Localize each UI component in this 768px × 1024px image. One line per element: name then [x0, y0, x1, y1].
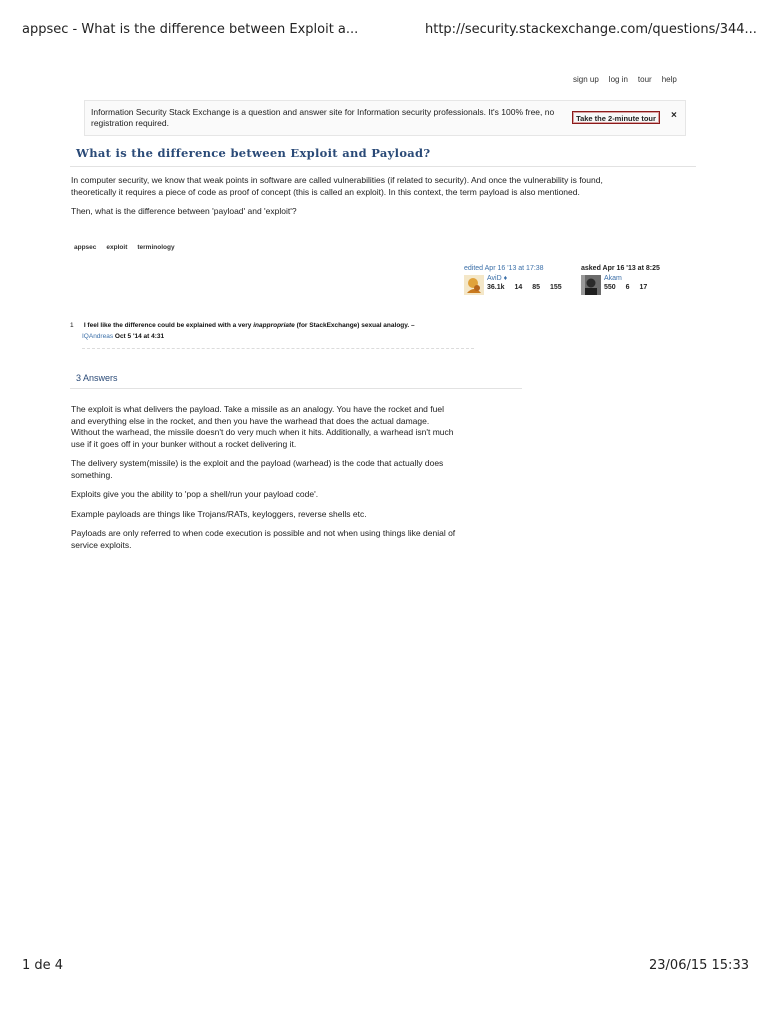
comment-score: 1	[70, 322, 74, 329]
banner-text: Information Security Stack Exchange is a question and answer site for Information security professionals. It's 100% free, no registration required.	[91, 107, 555, 128]
owner-signature	[581, 265, 681, 295]
editor-signature	[464, 265, 574, 295]
print-page-url: http://security.stackexchange.com/questions/344...	[425, 22, 757, 37]
answer-paragraph: The exploit is what delivers the payload. Take a missile as an analogy. You have the rocket and fuel and everything else in the rocket, and then you have the warhead that does the actual damage. Without the warhead, the missile doesn't do very much when it hits. Additionally, a warhead isn't much use if it goes off in your bunker without a rocket delivering it.	[71, 404, 454, 449]
welcome-banner	[84, 100, 686, 136]
print-datetime: 23/06/15 15:33	[649, 958, 749, 973]
tag-appsec[interactable]: appsec	[74, 244, 97, 251]
gold-badge-count: 14	[514, 284, 523, 291]
question-paragraph: Then, what is the difference between 'payload' and 'exploit'?	[71, 206, 297, 216]
avatar[interactable]	[581, 275, 601, 295]
tag-list	[72, 243, 177, 252]
edited-time[interactable]: Apr 16 '13 at 17:38	[484, 265, 544, 272]
title-divider	[70, 166, 696, 167]
top-nav	[573, 75, 677, 84]
answer-paragraph: Example payloads are things like Trojans/RATs, keyloggers, reverse shells etc.	[71, 508, 367, 519]
tag-exploit[interactable]: exploit	[106, 244, 128, 251]
comment-divider	[82, 348, 474, 349]
silver-badge-count: 6	[625, 284, 630, 291]
edited-label[interactable]: edited	[464, 265, 484, 272]
avatar[interactable]	[464, 275, 484, 295]
asked-time[interactable]: Apr 16 '13 at 8:25	[602, 265, 660, 272]
print-page-number: 1 de 4	[22, 958, 64, 973]
answers-divider	[70, 388, 522, 389]
bronze-badge-count: 155	[549, 284, 562, 291]
sign-up-link[interactable]: sign up	[573, 75, 599, 84]
reputation-score: 550	[604, 284, 616, 291]
answers-heading: 3 Answers	[76, 373, 118, 383]
print-page-title: appsec - What is the difference between Exploit a...	[22, 22, 359, 37]
silver-badge-count: 85	[532, 284, 541, 291]
close-icon[interactable]: ×	[671, 110, 677, 121]
comment-user-link[interactable]: IQAndreas	[82, 333, 114, 340]
comment-text-after: (for StackExchange) sexual analogy. –	[296, 322, 415, 329]
answer-body	[71, 404, 457, 559]
answer-paragraph: Payloads are only referred to when code execution is possible and not when using things like denial of service exploits.	[71, 528, 456, 550]
log-in-link[interactable]: log in	[608, 75, 628, 84]
answer-paragraph: The delivery system(missile) is the exploit and the payload (warhead) is the code that actually does something.	[71, 458, 444, 480]
question-body	[71, 175, 627, 226]
take-tour-button[interactable]: Take the 2-minute tour	[572, 111, 660, 124]
comment-emphasis: inappropriate	[253, 322, 295, 329]
answer-paragraph: Exploits give you the ability to 'pop a shell/run your payload code'.	[71, 489, 319, 499]
comment-date[interactable]: Oct 5 '14 at 4:31	[114, 333, 165, 340]
question-title[interactable]: What is the difference between Exploit and Payload?	[76, 146, 431, 160]
asked-label: asked	[581, 265, 601, 272]
tour-link[interactable]: tour	[637, 75, 652, 84]
tag-terminology[interactable]: terminology	[137, 244, 175, 251]
comment-text: I feel like the difference could be explained with a very	[83, 322, 252, 329]
reputation-score: 36.1k	[487, 284, 505, 291]
owner-user-link[interactable]: Akam	[604, 275, 622, 282]
bronze-badge-count: 17	[639, 284, 648, 291]
editor-user-link[interactable]: AviD ♦	[487, 275, 508, 282]
question-paragraph: In computer security, we know that weak points in software are called vulnerabilities (if related to security). And once the vulnerability is found, theoretically it requires a piece of code as proof of concept (this is called an exploit). In this context, the term payload is also mentioned.	[71, 175, 603, 197]
help-link[interactable]: help	[661, 75, 677, 84]
comment	[70, 322, 475, 340]
